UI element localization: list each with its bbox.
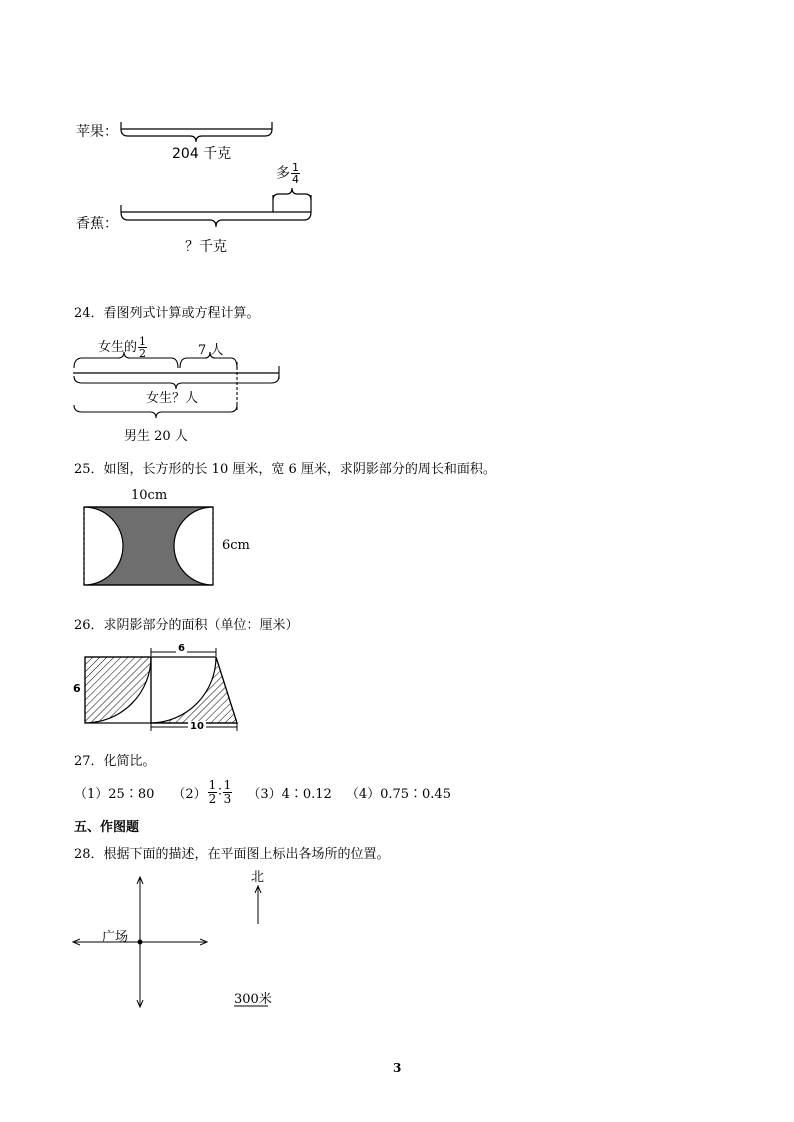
question-number: 24．: [74, 306, 104, 321]
banana-amount: ？千克: [185, 239, 227, 255]
banana-label: 香蕉：: [76, 216, 118, 232]
apple-label: 苹果：: [76, 124, 118, 140]
apple-amount: 204 千克: [172, 146, 232, 162]
rect-width-label: 6cm: [222, 538, 250, 553]
boys-label: 男生 20 人: [124, 429, 188, 444]
ratio-4: （4）0.75∶0.45: [345, 787, 451, 802]
question-text: 求阴影部分的面积（单位：厘米）: [103, 618, 299, 633]
question-text: 化简比。: [103, 754, 156, 769]
fraction-one-third-ratio: $\frac{1}{3}$: [223, 778, 232, 806]
question-number: 25．: [74, 462, 104, 477]
page-number: 3: [393, 1061, 402, 1075]
dim-6-left: 6: [73, 682, 81, 695]
fraction-one-half-ratio: $\frac{1}{2}$: [208, 778, 217, 806]
girls-half-label: 女生的 $\frac{1}{2}$: [98, 335, 147, 360]
ratio-2: （2） $\frac{1}{2}$ ∶ $\frac{1}{3}$: [172, 778, 232, 806]
seven-people-label: 7 人: [198, 343, 224, 358]
plaza-label: 广场: [102, 930, 129, 945]
question-text: 根据下面的描述，在平面图上标出各场所的位置。: [103, 847, 390, 862]
girls-label: 女生？人: [146, 391, 199, 406]
scale-label: 300米: [234, 992, 272, 1007]
section-title: 五、作图题: [74, 820, 140, 835]
question-text: 看图列式计算或方程计算。: [103, 306, 260, 321]
question-number: 28．: [74, 847, 104, 862]
dim-6-top: 6: [178, 643, 185, 654]
ratio-3: （3）4∶0.12: [247, 787, 332, 802]
more-prefix: 多: [276, 165, 290, 182]
fraction-one-half: $\frac{1}{2}$: [139, 335, 147, 360]
question-number: 27．: [74, 754, 104, 769]
question-number: 26．: [74, 618, 104, 633]
north-label: 北: [251, 870, 265, 885]
dim-10-bottom: 10: [190, 721, 204, 732]
question-text: 如图，长方形的长 10 厘米，宽 6 厘米，求阴影部分的周长和面积。: [103, 462, 496, 477]
ratio-1: （1）25∶80: [74, 787, 155, 802]
rect-length-label: 10cm: [131, 488, 168, 503]
fraction-one-quarter: $\frac{1}{4}$: [292, 161, 299, 186]
